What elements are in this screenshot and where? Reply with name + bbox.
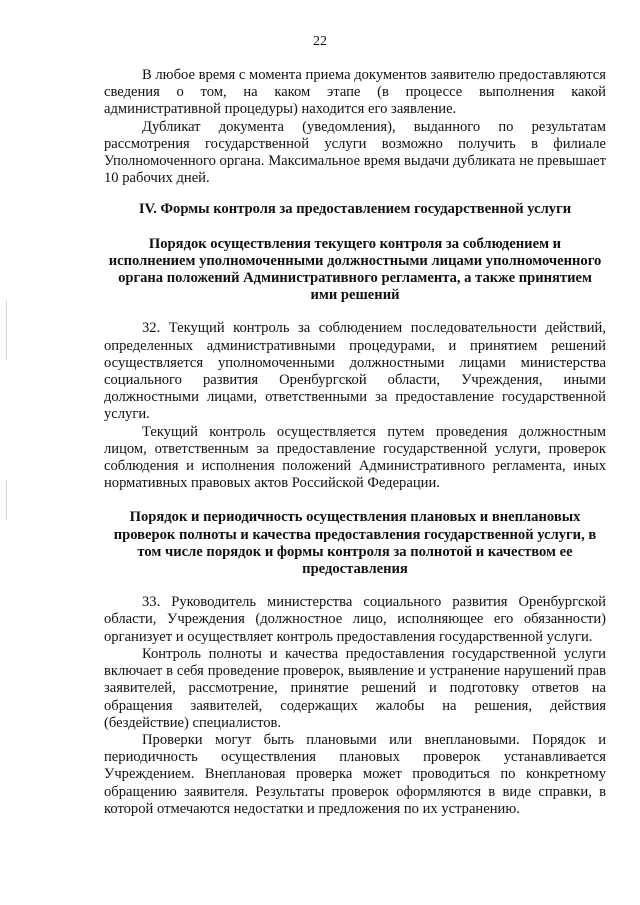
page-number: 22 — [313, 34, 327, 49]
document-body — [104, 67, 606, 818]
subheading-inspections: Порядок и периодичность осуществления плановых и внеплановых проверок полноты и качества предоставления государственной услуги, в том числе порядок и формы контроля за полнотой и качеством ее предоставления — [113, 509, 597, 578]
paragraph-32: 32. Текущий контроль за соблюдением последовательности действий, определенных административными процедурами, и принятием решений осуществляется уполномоченными должностными лицами министерства социального развития Оренбургской области, Учреждения, иными должностными лицами, ответственными за предоставление государственной услуги. — [104, 320, 606, 423]
paragraph-inspection-types: Проверки могут быть плановыми или внеплановыми. Порядок и периодичность осуществления плановых проверок устанавливается Учреждением. Внеплановая проверка может проводиться по конкретному обращению заявителя. Результаты проверок оформляются в виде справки, в которой отмечаются недостатки и предложения по их устранению. — [104, 731, 606, 817]
paragraph-current-control-method: Текущий контроль осуществляется путем проведения должностным лицом, ответственным за предоставление государственной услуги, проверок соблюдения и исполнения положений Административного регламента, иных нормативных правовых актов Российской Федерации. — [104, 423, 606, 492]
scan-edge-mark — [6, 300, 7, 360]
paragraph-duplicate-document: Дубликат документа (уведомления), выданного по результатам рассмотрения государственной услуги возможно получить в филиале Уполномоченного органа. Максимальное время выдачи дубликата не превышает 10 рабочих дней. — [104, 118, 606, 187]
scan-edge-mark — [6, 480, 7, 520]
subheading-current-control: Порядок осуществления текущего контроля за соблюдением и исполнением уполномоченными должностными лицами уполномоченного органа положений Административного регламента, а также принятием ими решений — [108, 235, 602, 304]
paragraph-application-status: В любое время с момента приема документов заявителю предоставляются сведения о том, на каком этапе (в процессе выполнения какой административной процедуры) находится его заявление. — [104, 67, 606, 118]
paragraph-33: 33. Руководитель министерства социального развития Оренбургской области, Учреждения (должностное лицо, исполняющее его обязанности) организует и осуществляет контроль предоставления государственной услуги. — [104, 594, 606, 645]
paragraph-quality-control: Контроль полноты и качества предоставления государственной услуги включает в себя проведение проверок, выявление и устранение нарушений прав заявителей, рассмотрение, принятие решений и подготовку ответов на обращения заявителей, содержащих жалобы на решения, действия (бездействие) специалистов. — [104, 645, 606, 731]
section-heading: IV. Формы контроля за предоставлением государственной услуги — [138, 201, 572, 218]
